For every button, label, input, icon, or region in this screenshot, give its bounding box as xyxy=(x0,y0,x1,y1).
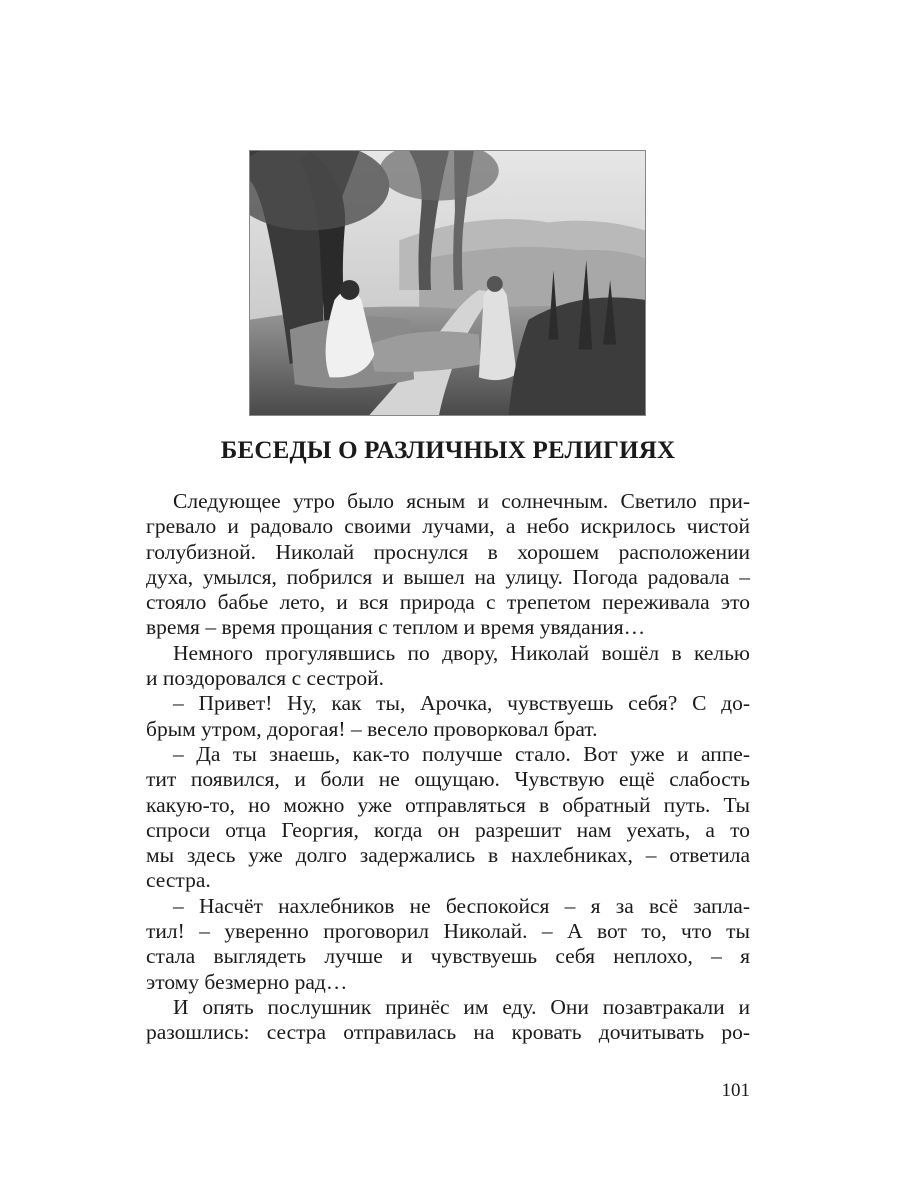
text-line: И опять послушник принёс им еду. Они позавтракали и xyxy=(173,994,750,1019)
paragraph xyxy=(146,489,750,641)
text-line: тил! – уверенно проговорил Николай. – А вот то, что ты xyxy=(146,919,750,944)
paragraph xyxy=(146,894,750,995)
text-line: Следующее утро было ясным и солнечным. Светило при- xyxy=(173,489,750,513)
text-line: – Насчёт нахлебников не беспокойся – я за всё запла- xyxy=(173,893,750,918)
text-line: тит появился, и боли не ощущаю. Чувствую ещё слабость xyxy=(146,767,750,792)
paragraph xyxy=(146,691,750,742)
text-line: сестра. xyxy=(146,868,211,893)
paragraph xyxy=(146,742,750,894)
text-line: какую-то, но можно уже отправляться в обратный путь. Ты xyxy=(146,792,750,817)
text-line: и поздоровался с сестрой. xyxy=(146,666,384,691)
text-line: голубизной. Николай проснулся в хорошем расположении xyxy=(146,539,750,564)
text-line: время – время прощания с теплом и время увядания… xyxy=(146,615,646,640)
paragraph xyxy=(146,641,750,692)
text-line: Немного прогулявшись по двору, Николай вошёл в келью xyxy=(173,640,750,665)
paragraph xyxy=(146,995,750,1046)
text-line: духа, умылся, побрился и вышел на улицу. Погода радовала – xyxy=(146,564,750,589)
body-text xyxy=(146,489,750,1046)
text-line: стала выглядеть лучше и чувствуешь себя неплохо, – я xyxy=(146,944,750,969)
text-line: разошлись: сестра отправилась на кровать дочитывать ро- xyxy=(146,1020,750,1045)
text-line: брым утром, дорогая! – весело проворковал брат. xyxy=(146,716,598,741)
text-line: – Привет! Ну, как ты, Арочка, чувствуешь себя? С до- xyxy=(173,691,750,716)
text-line: стояло бабье лето, и вся природа с трепетом переживала это xyxy=(146,590,750,615)
painting-image xyxy=(250,151,645,415)
page-number: 101 xyxy=(721,1080,750,1101)
text-line: гревало и радовало своими лучами, а небо искрилось чистой xyxy=(146,514,750,539)
chapter-title: БЕСЕДЫ О РАЗЛИЧНЫХ РЕЛИГИЯХ xyxy=(220,437,676,464)
text-line: этому безмерно рад… xyxy=(146,969,348,994)
chapter-illustration xyxy=(249,150,646,416)
text-line: мы здесь уже долго задержались в нахлебниках, – ответила xyxy=(146,843,750,868)
text-line: спроси отца Георгия, когда он разрешит нам уехать, а то xyxy=(146,817,750,842)
text-line: – Да ты знаешь, как-то получше стало. Вот уже и аппе- xyxy=(173,741,750,766)
